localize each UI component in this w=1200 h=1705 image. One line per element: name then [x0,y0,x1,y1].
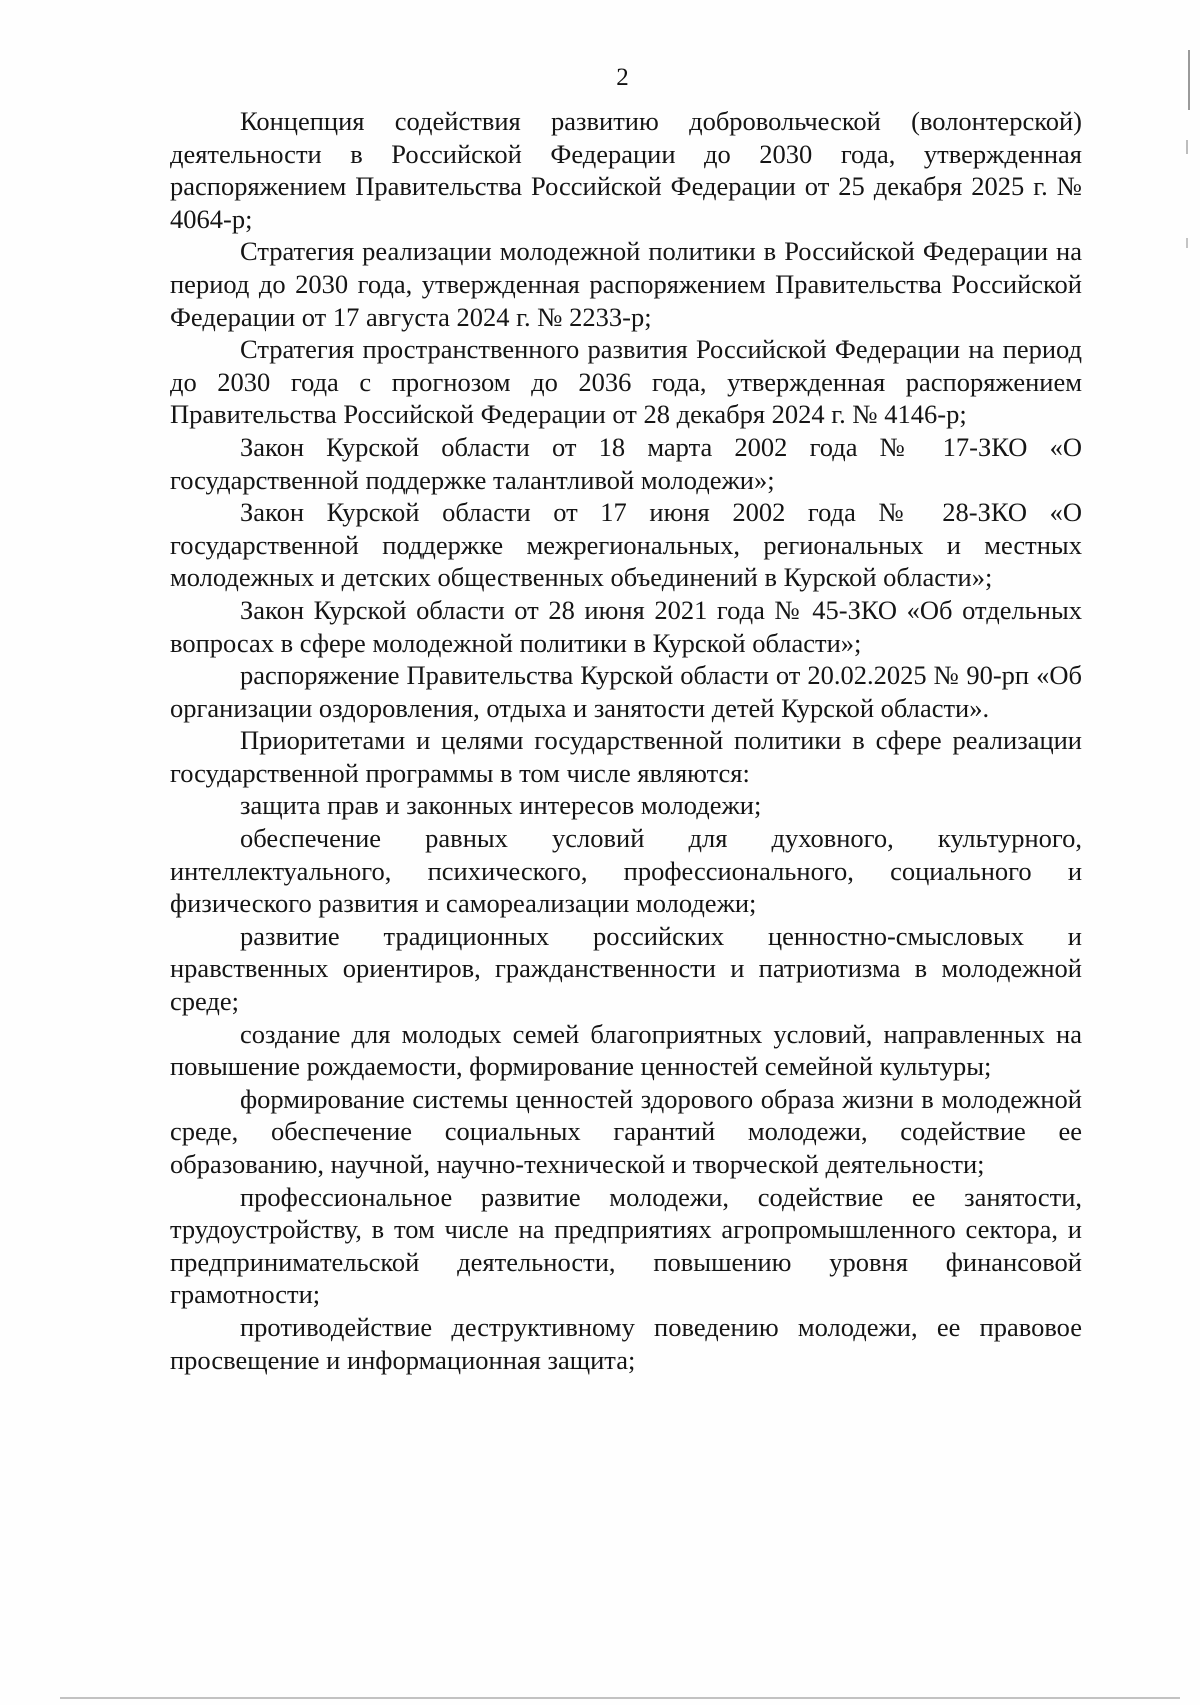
paragraph: защита прав и законных интересов молодежи; [240,790,762,821]
paragraph: Концепция содействия развитию добровольческой (волонтерской) деятельности в Российской Федерации до 2030 года, утвержденная распоряжением Правительства Российской Федерации от 25 декабря 2025 г. № 4064-р; [170,106,1082,234]
paragraph: Закон Курской области от 28 июня 2021 года № 45-ЗКО «Об отдельных вопросах в сфере молодежной политики в Курской области»; [170,594,1082,658]
scan-edge-mark [1186,238,1188,248]
document-body [170,105,1082,1376]
scan-edge-mark [1186,140,1188,154]
scan-edge-line [60,1697,1180,1699]
paragraph: развитие традиционных российских ценностно-смысловых и нравственных ориентиров, гражданственности и патриотизма в молодежной среде; [170,920,1082,1017]
paragraph: обеспечение равных условий для духовного, культурного, интеллектуального, психического, профессионального, социального и физического развития и самореализации молодежи; [170,823,1082,919]
paragraph: профессиональное развитие молодежи, содействие ее занятости, трудоустройству, в том числе на предприятиях агропромышленного сектора, и предпринимательской деятельности, повышению уровня финансовой грамотности; [170,1181,1082,1310]
scan-edge-mark [1188,50,1190,110]
page-number: 2 [616,64,629,91]
paragraph: формирование системы ценностей здорового образа жизни в молодежной среде, обеспечение социальных гарантий молодежи, содействие ее образованию, научной, научно-технической и творческой деятельности; [170,1083,1082,1179]
paragraph: создание для молодых семей благоприятных условий, направленных на повышение рождаемости, формирование ценностей семейной культуры; [170,1018,1082,1082]
paragraph: Приоритетами и целями государственной политики в сфере реализации государственной программы в том числе являются: [170,725,1082,788]
paragraph: Стратегия реализации молодежной политики в Российской Федерации на период до 2030 года, утвержденная распоряжением Правительства Российской Федерации от 17 августа 2024 г. № 2233-р; [170,236,1082,332]
paragraph: распоряжение Правительства Курской области от 20.02.2025 № 90-рп «Об организации оздоровления, отдыха и занятости детей Курской области». [170,660,1082,723]
paragraph: Стратегия пространственного развития Российской Федерации на период до 2030 года с прогнозом до 2036 года, утвержденная распоряжением Правительства Российской Федерации от 28 декабря 2024 г. № 4146-р; [170,334,1082,430]
paragraph: Закон Курской области от 18 марта 2002 года № 17-ЗКО «О государственной поддержке талантливой молодежи»; [170,431,1082,495]
paragraph: противодействие деструктивному поведению молодежи, ее правовое просвещение и информационная защита; [170,1311,1082,1375]
paragraph: Закон Курской области от 17 июня 2002 года № 28-ЗКО «О государственной поддержке межрегиональных, региональных и местных молодежных и детских общественных объединений в Курской области»; [170,497,1082,593]
